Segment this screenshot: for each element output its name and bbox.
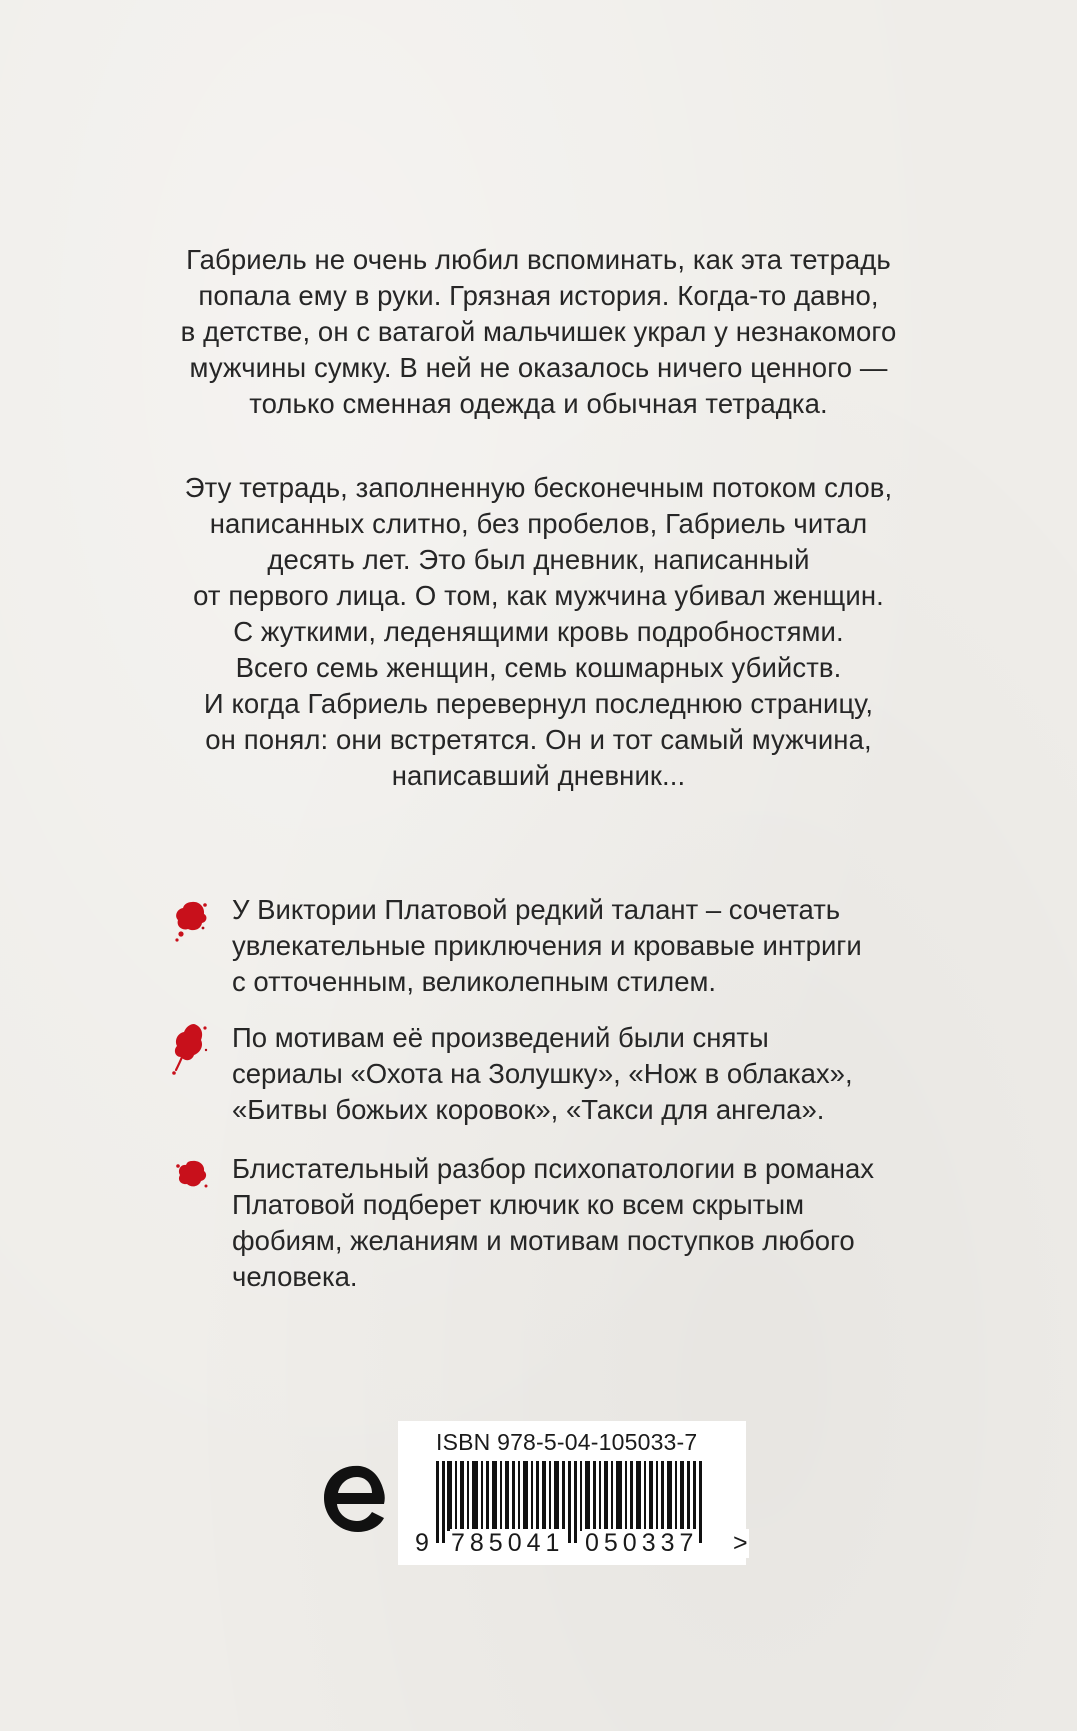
text-line: Эту тетрадь, заполненную бесконечным потоком слов, (184, 472, 893, 503)
text-line: увлекательные приключения и кровавые интриги (232, 930, 862, 961)
text-line: Всего семь женщин, семь кошмарных убийств. (235, 652, 842, 683)
text-line: с отточенным, великолепным стилем. (232, 966, 717, 997)
text-line: написанных слитно, без пробелов, Габриель читал (209, 508, 868, 539)
publisher-logo-icon (320, 1458, 388, 1538)
text-line: в детстве, он с ватагой мальчишек украл у незнакомого (180, 316, 897, 347)
isbn-barcode (398, 1421, 746, 1565)
barcode-digit-group: 050337 (585, 1529, 699, 1557)
text-line: он понял: они встретятся. Он и тот самый мужчина, (205, 724, 872, 755)
text-line: «Битвы божьих коровок», «Такси для ангела». (232, 1094, 825, 1125)
annotation-paragraph-1 (100, 242, 977, 422)
barcode-digit-group: 9 (415, 1529, 429, 1557)
annotation-paragraph-2 (100, 470, 977, 794)
text-line: фобиям, желаниям и мотивам поступков любого (232, 1225, 855, 1256)
barcode-digit-group: 785041 (451, 1529, 565, 1557)
text-line: только сменная одежда и обычная тетрадка. (249, 388, 828, 419)
text-line: Платовой подберет ключик ко всем скрытым (232, 1189, 804, 1220)
text-line: сериалы «Охота на Золушку», «Нож в облаках», (232, 1058, 853, 1089)
text-line: С жуткими, леденящими кровь подробностями. (233, 616, 844, 647)
text-line: У Виктории Платовой редкий талант – сочетать (232, 894, 841, 925)
blood-splatter-icon (174, 1157, 210, 1191)
barcode-digits (414, 1529, 748, 1559)
blood-splatter-icon (170, 1020, 210, 1076)
isbn-number: ISBN 978-5-04-105033-7 (436, 1429, 698, 1455)
bullet-item-3 (232, 1151, 1012, 1295)
text-line: Блистательный разбор психопатологии в романах (232, 1153, 875, 1184)
text-line: написавший дневник... (391, 760, 686, 791)
text-line: человека. (232, 1261, 358, 1292)
text-line: По мотивам её произведений были сняты (232, 1022, 769, 1053)
text-line: от первого лица. О том, как мужчина убивал женщин. (193, 580, 884, 611)
bullet-item-2 (232, 1020, 1012, 1128)
bullet-item-1 (232, 892, 1012, 1000)
barcode-digit-group: > (733, 1529, 748, 1557)
text-line: попала ему в руки. Грязная история. Когда-то давно, (198, 280, 879, 311)
blood-splatter-icon (172, 896, 210, 946)
text-line: десять лет. Это был дневник, написанный (267, 544, 810, 575)
text-line: И когда Габриель перевернул последнюю страницу, (203, 688, 874, 719)
text-line: Габриель не очень любил вспоминать, как эта тетрадь (186, 244, 891, 275)
text-line: мужчины сумку. В ней не оказалось ничего ценного — (189, 352, 888, 383)
